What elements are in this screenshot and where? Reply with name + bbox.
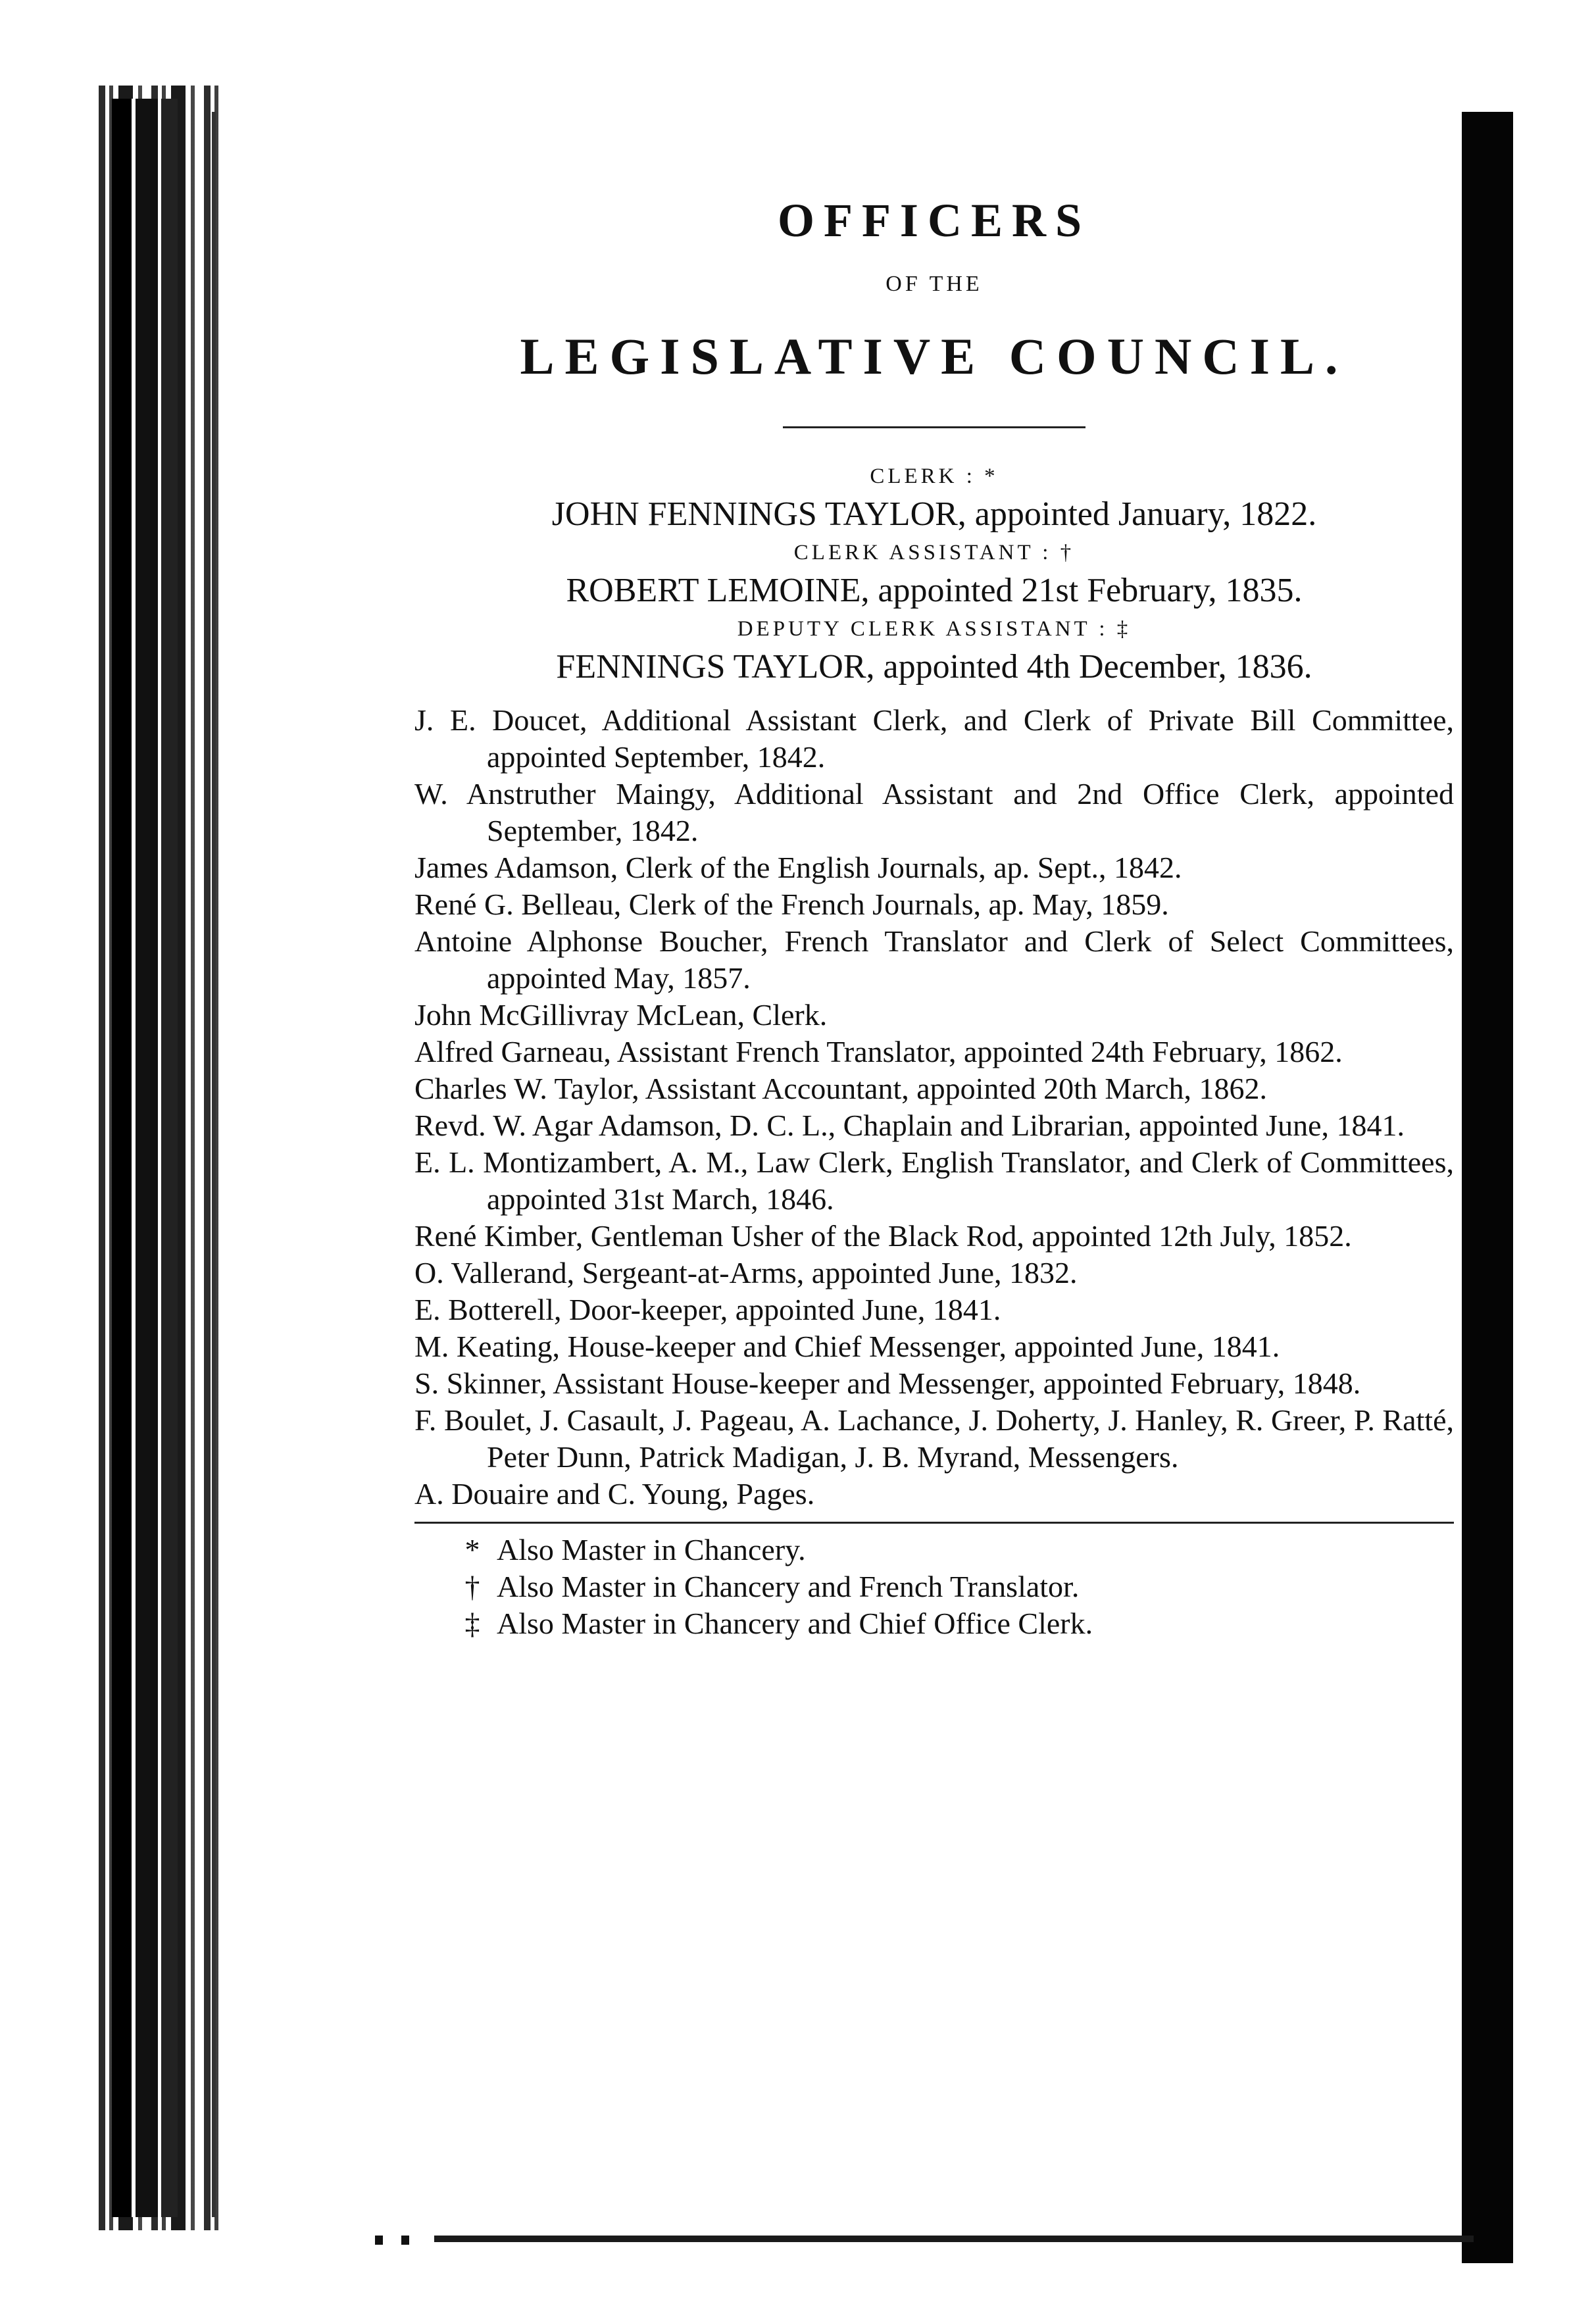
list-item: W. Anstruther Maingy, Additional Assistant and 2nd Office Clerk, appointed September, 1842. [414, 777, 1454, 847]
bottom-scan-marks [375, 2236, 428, 2245]
list-item: Alfred Garneau, Assistant French Translator, appointed 24th February, 1862. [414, 1035, 1343, 1068]
footnote-text: Also Master in Chancery. [496, 1533, 806, 1566]
title-rule [783, 426, 1085, 428]
title-of-the: OF THE [885, 272, 983, 296]
list-item: René Kimber, Gentleman Usher of the Black Rod, appointed 12th July, 1852. [414, 1219, 1352, 1253]
footnote-rule [414, 1522, 1454, 1524]
role-clerk: CLERK : * [870, 464, 999, 488]
list-item: John McGillivray McLean, Clerk. [414, 998, 828, 1032]
list-item: Charles W. Taylor, Assistant Accountant, appointed 20th March, 1862. [414, 1072, 1267, 1105]
holder-clerk: JOHN FENNINGS TAYLOR, appointed January, 1822. [551, 495, 1317, 533]
list-item: Antoine Alphonse Boucher, French Translator and Clerk of Select Committees, appointed May, 1857. [414, 924, 1454, 995]
footnote-text: Also Master in Chancery and Chief Office Clerk. [496, 1607, 1093, 1640]
binding-edge [112, 99, 178, 2217]
footnote-mark: ‡ [464, 1607, 480, 1640]
page-title: OFFICERS [777, 194, 1091, 247]
list-item: James Adamson, Clerk of the English Journals, ap. Sept., 1842. [414, 851, 1182, 884]
list-item: A. Douaire and C. Young, Pages. [414, 1477, 815, 1511]
footnote-text: Also Master in Chancery and French Translator. [496, 1570, 1080, 1603]
footnote [454, 1605, 1454, 1642]
list-item: F. Boulet, J. Casault, J. Pageau, A. Lachance, J. Doherty, J. Hanley, R. Greer, P. Ratté, Peter Dunn, Patrick Madigan, J. B. Myrand, Messengers. [414, 1403, 1454, 1474]
role-clerk-assistant: CLERK ASSISTANT : † [793, 541, 1075, 564]
list-item: O. Vallerand, Sergeant-at-Arms, appointed June, 1832. [414, 1256, 1078, 1289]
gutter-line [212, 112, 216, 2217]
list-item: Revd. W. Agar Adamson, D. C. L., Chaplain and Librarian, appointed June, 1841. [414, 1109, 1405, 1142]
list-item: J. E. Doucet, Additional Assistant Clerk, and Clerk of Private Bill Committee, appointed September, 1842. [414, 703, 1454, 774]
holder-clerk-assistant: ROBERT LEMOINE, appointed 21st February, 1835. [566, 572, 1303, 609]
bottom-edge-rule [434, 2236, 1474, 2242]
title-body: LEGISLATIVE COUNCIL. [520, 328, 1349, 385]
page-text-block [414, 191, 1454, 1642]
footnote-mark: * [464, 1533, 480, 1566]
list-item: S. Skinner, Assistant House-keeper and Messenger, appointed February, 1848. [414, 1366, 1361, 1400]
list-item: M. Keating, House-keeper and Chief Messenger, appointed June, 1841. [414, 1330, 1280, 1363]
officer-list [414, 702, 1454, 1512]
footnote [454, 1568, 1454, 1605]
holder-deputy-clerk-assistant: FENNINGS TAYLOR, appointed 4th December, 1836. [556, 648, 1312, 686]
list-item: René G. Belleau, Clerk of the French Journals, ap. May, 1859. [414, 888, 1169, 921]
list-item: E. Botterell, Door-keeper, appointed June, 1841. [414, 1293, 1001, 1326]
role-deputy-clerk-assistant: DEPUTY CLERK ASSISTANT : ‡ [737, 617, 1132, 641]
list-item: E. L. Montizambert, A. M., Law Clerk, English Translator, and Clerk of Committees, appointed 31st March, 1846. [414, 1145, 1454, 1216]
page-edge-shadow [1462, 112, 1513, 2263]
footnote [454, 1532, 1454, 1568]
footnote-mark: † [464, 1570, 480, 1603]
